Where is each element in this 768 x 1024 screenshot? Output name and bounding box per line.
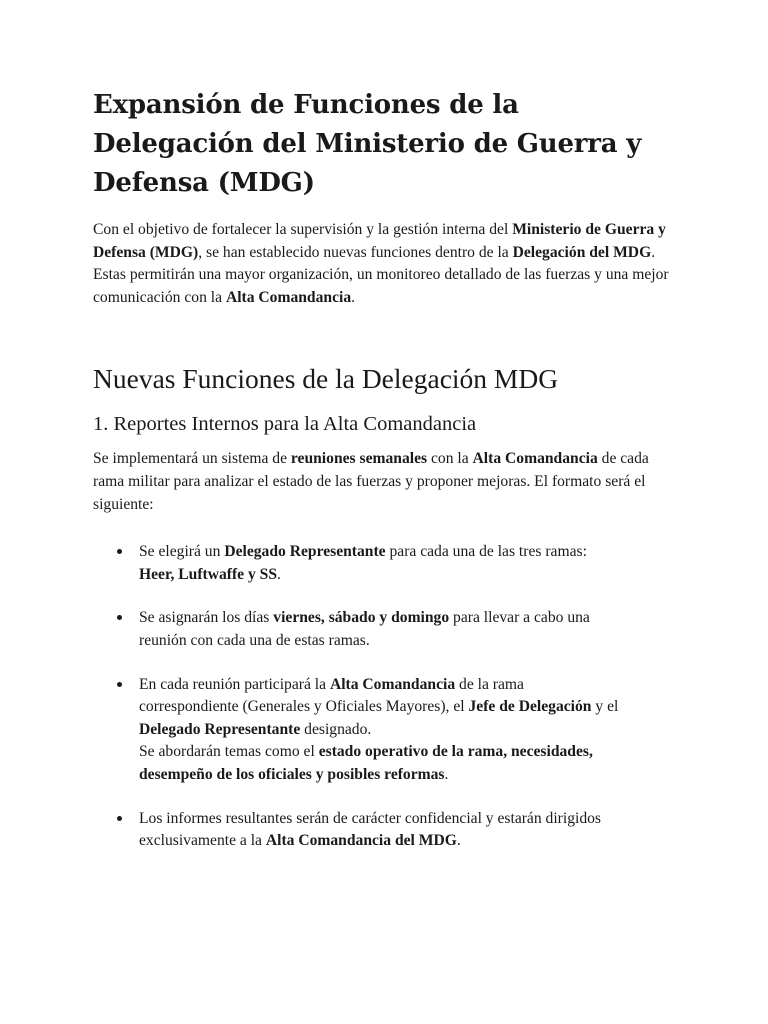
- item-text: y el: [591, 698, 619, 716]
- item-bold: Delegado Representante: [139, 720, 301, 738]
- bullet-icon: [117, 816, 122, 821]
- item-bold: Alta Comandancia del MDG: [265, 832, 457, 850]
- section-heading: Nuevas Funciones de la Delegación MDG: [93, 363, 559, 395]
- list-item: [93, 808, 619, 853]
- item-text: Se elegirá un: [139, 543, 225, 561]
- item-text: .: [277, 565, 281, 583]
- item-text: de la rama correspondiente (Generales y Oficiales Mayores), el: [139, 675, 524, 716]
- document-title: Expansión de Funciones de la Delegación del Ministerio de Guerra y Defensa (MDG): [93, 90, 642, 198]
- lead-bold-meetings: reuniones semanales: [290, 450, 428, 468]
- intro-text-4: .: [351, 288, 356, 306]
- list-item-text: [139, 541, 619, 586]
- lead-text-3: de cada rama militar para analizar el estado de las fuerzas y proponer mejoras. El formato será el siguiente:: [93, 450, 649, 513]
- intro-bold-ministry: Ministerio de Guerra y Defensa (MDG): [93, 221, 666, 261]
- item-text: para cada una de las tres ramas:: [385, 543, 587, 561]
- intro-text-2: , se han establecido nuevas funciones dentro de la: [198, 243, 513, 261]
- lead-paragraph: [93, 448, 673, 516]
- item-text: Se asignarán los días: [139, 609, 274, 627]
- item-bold: estado operativo de la rama, necesidades, desempeño de los oficiales y posibles reformas: [139, 743, 593, 783]
- list-item-text: [139, 808, 619, 853]
- item-text: .: [444, 765, 449, 783]
- intro-text-1: Con el objetivo de fortalecer la supervisión y la gestión interna del: [93, 221, 513, 238]
- item-text: Los informes resultantes serán de carácter confidencial y estarán dirigidos exclusivamente a la: [139, 809, 601, 850]
- item-text: designado.: [300, 720, 372, 738]
- bullet-icon: [117, 549, 122, 554]
- list-item: [93, 674, 619, 787]
- item-text: Se abordarán temas como el: [139, 743, 319, 761]
- lead-text-2: con la: [427, 450, 473, 468]
- bullet-icon: [117, 615, 122, 620]
- item-bold: Alta Comandancia: [329, 675, 456, 693]
- item-text: para llevar a cabo una reunión con cada una de estas ramas.: [139, 609, 590, 649]
- intro-bold-delegation: Delegación del MDG: [512, 243, 652, 261]
- list-item-text: [139, 607, 619, 652]
- item-text: .: [456, 832, 461, 850]
- item-bold: Delegado Representante: [224, 543, 386, 561]
- bullet-list: [93, 541, 673, 853]
- list-item-text: [139, 674, 619, 787]
- list-item: [93, 541, 619, 586]
- bullet-icon: [117, 682, 122, 687]
- document-page: [93, 86, 673, 874]
- intro-paragraph: [93, 219, 673, 309]
- intro-bold-command: Alta Comandancia: [225, 288, 352, 306]
- item-text: En cada reunión participará la: [139, 675, 330, 693]
- item-bold: Heer, Luftwaffe y SS: [139, 565, 278, 583]
- item-bold: Jefe de Delegación: [468, 698, 592, 716]
- lead-text-1: Se implementará un sistema de: [93, 450, 291, 468]
- list-item: [93, 607, 619, 652]
- lead-bold-command: Alta Comandancia: [472, 450, 598, 468]
- intro-text-3: . Estas permitirán una mayor organización, un monitoreo detallado de las fuerzas y una mejor comunicación con la: [93, 243, 669, 306]
- item-bold: viernes, sábado y domingo: [273, 609, 450, 627]
- subsection-heading: 1. Reportes Internos para la Alta Comandancia: [93, 413, 477, 436]
